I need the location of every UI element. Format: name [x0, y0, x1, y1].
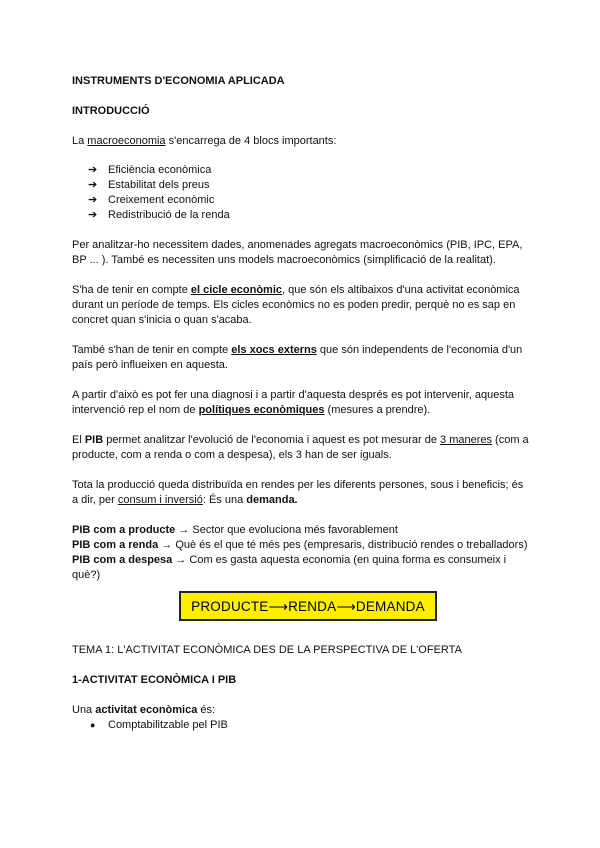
macroeconomia-link[interactable]: macroeconomia — [87, 135, 166, 147]
pib-paragraph: El PIB permet analitzar l'evolució de l'economia i aquest es pot mesurar de 3 maneres (com a producte, com a renda o com a despesa), els 3 han de ser iguals. — [72, 434, 529, 461]
activitat-list — [72, 718, 532, 733]
blocs-list — [72, 163, 532, 223]
pib-definitions — [72, 523, 532, 583]
document-body — [72, 74, 532, 733]
flow-diagram — [84, 591, 532, 621]
list-item: ➔ Redistribució de la renda — [88, 209, 230, 221]
xocs-paragraph: També s'han de tenir en compte els xocs externs que són independents de l'economia d'un país però influeixen en aquesta. — [72, 344, 523, 371]
arrow-bullet-icon: ➔ — [88, 209, 98, 221]
tema-heading: TEMA 1: L'ACTIVITAT ECONÒMICA DES DE LA PERSPECTIVA DE L'OFERTA — [72, 644, 462, 656]
list-item: ● Comptabilitzable pel PIB — [90, 719, 228, 731]
pib-line: PIB com a despesa → Com es gasta aquesta economia (en quina forma es consumeix i què?) — [72, 554, 507, 581]
politiques-paragraph: A partir d'això es pot fer una diagnosi i a partir d'aquesta després es pot intervenir, aquesta intervenció rep el nom de polítiques econòmiques (mesures a prendre). — [72, 389, 515, 416]
arrow-bullet-icon: ➔ — [88, 179, 98, 191]
xocs-term: els xocs externs — [231, 344, 317, 356]
flow-arrow-icon: ⟶ — [336, 598, 356, 614]
list-item: ➔ Estabilitat dels preus — [88, 179, 210, 191]
document-title: INSTRUMENTS D'ECONOMIA APLICADA — [72, 75, 285, 87]
dot-bullet-icon: ● — [90, 720, 96, 730]
flow-arrow-icon: ⟶ — [268, 598, 289, 614]
arrow-bullet-icon: ➔ — [88, 194, 98, 206]
cicle-paragraph: S'ha de tenir en compte el cicle econòmic, que són els altibaixos d'una activitat econòmica durant un període de temps. Els cicles econòmics no es poden predir, perquè no es sap en concret quan s'inicia o quan s'acaba. — [72, 284, 520, 326]
intro-paragraph: La macroeconomia s'encarrega de 4 blocs importants: — [72, 135, 337, 147]
produccio-paragraph: Tota la producció queda distribuïda en rendes per les diferents persones, sous i beneficis; és a dir, per consum i inversió: És una demanda. — [72, 479, 524, 506]
cicle-term: el cicle econòmic — [190, 284, 283, 296]
consum-link[interactable]: consum i inversió — [117, 494, 203, 506]
section-heading: 1-ACTIVITAT ECONÒMICA I PIB — [72, 674, 237, 686]
demanda-term: demanda. — [246, 494, 298, 506]
pib-line: PIB com a producte → Sector que evoluciona més favorablement — [72, 524, 398, 536]
flow-box: PRODUCTE ⟶ RENDA ⟶ DEMANDA — [179, 591, 437, 621]
intro-heading: INTRODUCCIÓ — [72, 105, 150, 117]
pib-line: PIB com a renda → Què és el que té més pes (empresaris, distribució rendes o treballadors) — [72, 539, 528, 551]
list-item: ➔ Creixement econòmic — [88, 194, 215, 206]
arrow-bullet-icon: ➔ — [88, 164, 98, 176]
politiques-term: polítiques econòmiques — [198, 404, 325, 416]
list-item: ➔ Eficiència econòmica — [88, 164, 212, 176]
maneres-link[interactable]: 3 maneres — [440, 434, 492, 446]
activitat-paragraph: Una activitat econòmica és: — [72, 704, 216, 716]
agregats-paragraph: Per analitzar-ho necessitem dades, anomenades agregats macroeconòmics (PIB, IPC, EPA, BP ... ). També es necessiten uns models macroeconòmics (simplificació de la realitat). — [72, 239, 523, 266]
